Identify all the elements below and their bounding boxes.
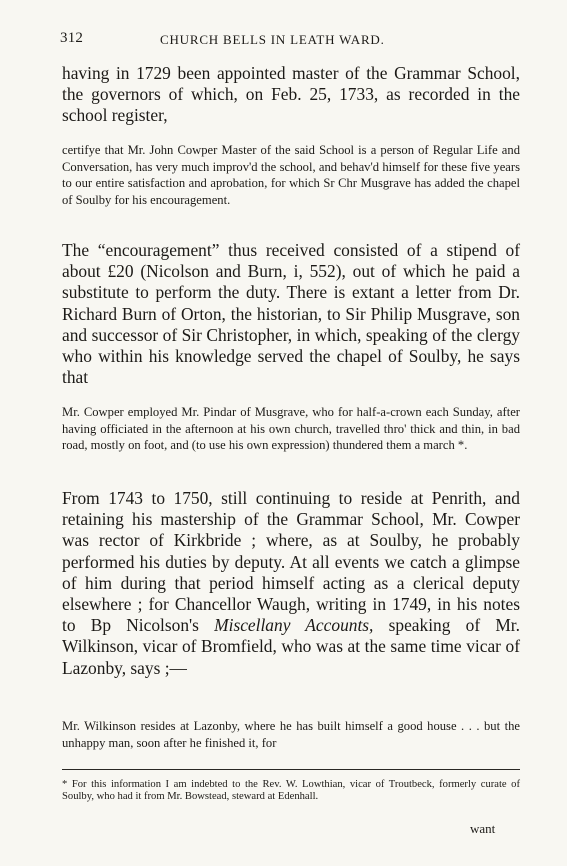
footnote: * For this information I am indebted to the Rev. W. Lowthian, vicar of Troutbeck, formerly curate of Soulby, who had it from Mr. Bowstead, steward at Edenhall.: [62, 779, 520, 802]
quote-waugh: Mr. Wilkinson resides at Lazonby, where he has built himself a good house . . . but the unhappy man, soon after he finished it, for: [62, 719, 520, 750]
page-header: [60, 30, 525, 50]
page-number: 312: [60, 30, 84, 46]
paragraph-3-text: From 1743 to 1750, still continuing to reside at Penrith, and retaining his mastership of the Grammar School, Mr. Cowper was rector of Kirkbride ; where, as at Soulby, he probably performed his duties by deputy. At all events we catch a glimpse of him during that period himself acting as a clerical deputy elsewhere ; for Chancellor Waugh, writing in 1749, in his notes to Bp Nicolson's: [62, 488, 520, 636]
quote-burn-letter: Mr. Cowper employed Mr. Pindar of Musgrave, who for half-a-crown each Sunday, after having officiated in the afternoon at his own church, travelled thro' thick and thin, in bad road, mostly on foot, and (to use his own expression) thundered them a march *.: [62, 405, 520, 453]
catchword: want: [470, 821, 496, 836]
paragraph-3-text-cont: speaking of Mr. Wilkinson, vicar of Bromfield, who was at the same time vicar of Lazonby, says ;—: [62, 615, 520, 678]
quote-school-register: certifye that Mr. John Cowper Master of the said School is a person of Regular Life and Conversation, has very much improv'd the school, and behav'd himself for these five years to our entire satisfaction and aprobation, for which Sr Chr Musgrave has added the chapel of Soulby for his encouragement.: [62, 143, 520, 207]
footnote-divider: [62, 769, 520, 770]
paragraph-3: [62, 488, 520, 679]
paragraph-1: having in 1729 been appointed master of the Grammar School, the governors of which, on Feb. 25, 1733, as recorded in the school register,: [62, 63, 520, 126]
running-title: CHURCH BELLS IN LEATH WARD.: [160, 32, 385, 47]
book-title-italic: Miscellany Accounts,: [214, 615, 374, 636]
paragraph-2: The “encouragement” thus received consisted of a stipend of about £20 (Nicolson and Burn, i, 552), out of which he paid a substitute to perform the duty. There is extant a letter from Dr. Richard Burn of Orton, the historian, to Sir Philip Musgrave, son and successor of Sir Christopher, in which, speaking of the clergy who within his knowledge served the chapel of Soulby, he says that: [62, 240, 520, 388]
